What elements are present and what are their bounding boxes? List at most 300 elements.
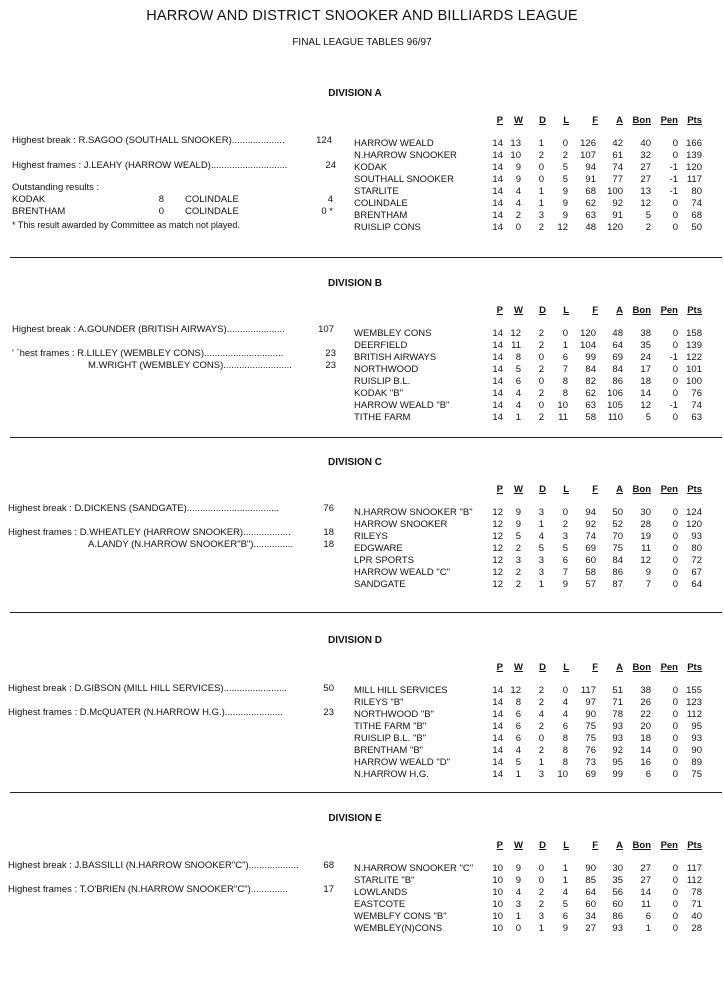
stat-w: 9 [515,507,521,518]
stat-pen: 0 [672,875,678,886]
record-line: Highest frames : D.McQUATER (N.HARROW H.G.)...................... [8,707,283,718]
stat-f: 85 [585,875,596,886]
division-name: DIVISION E [328,813,382,824]
stat-bon: 22 [640,709,651,720]
column-header-w: W [514,662,523,673]
stat-pen: 0 [672,899,678,910]
stat-pts: 28 [691,923,702,934]
stat-pts: 80 [691,543,702,554]
team-name: HARROW WEALD "D" [354,757,450,768]
record-line: Highest frames : D.WHEATLEY (HARROW SNOOKER).................. [8,527,291,538]
column-header-p: P [496,305,503,316]
stat-l: 0 [562,328,568,339]
stat-a: 35 [612,875,623,886]
stat-p: 14 [492,340,503,351]
stat-d: 2 [538,721,544,732]
stat-bon: 35 [640,340,651,351]
stat-pts: 158 [686,328,702,339]
stat-a: 70 [612,531,623,542]
stat-w: 10 [510,150,521,161]
team-name: WEMBLEY(N)CONS [354,923,443,934]
record-line: Highest break : J.BASSILLI (N.HARROW SNOOKER"C")................... [8,860,299,871]
stat-f: 75 [585,721,596,732]
stat-bon: 2 [645,222,651,233]
stat-bon: 7 [645,579,651,590]
stat-l: 9 [562,579,568,590]
stat-pts: 155 [686,685,702,696]
stat-p: 12 [492,543,503,554]
stat-pts: 72 [691,555,702,566]
stat-w: 1 [515,769,521,780]
stat-d: 1 [538,138,544,149]
section-divider [10,437,722,438]
stat-pts: 50 [691,222,702,233]
stat-a: 61 [612,150,623,161]
stat-a: 84 [612,555,623,566]
stat-d: 3 [538,555,544,566]
stat-l: 10 [557,769,568,780]
stat-d: 0 [538,733,544,744]
stat-d: 3 [538,911,544,922]
column-header-a: A [616,305,623,316]
stat-pen: 0 [672,757,678,768]
stat-f: 76 [585,745,596,756]
stat-w: 13 [510,138,521,149]
stat-l: 8 [562,376,568,387]
record-line: Highest break : A.GOUNDER (BRITISH AIRWAYS)...................... [12,324,285,335]
league-title: HARROW AND DISTRICT SNOOKER AND BILLIARDS LEAGUE [146,8,578,24]
team-name: STARLITE [354,186,399,197]
column-header-pen: Pen [660,662,678,673]
stat-w: 6 [515,376,521,387]
stat-pts: 139 [686,340,702,351]
stat-a: 86 [612,911,623,922]
stat-a: 75 [612,543,623,554]
stat-bon: 32 [640,150,651,161]
stat-bon: 40 [640,138,651,149]
stat-bon: 27 [640,162,651,173]
stat-bon: 20 [640,721,651,732]
stat-pen: 0 [672,531,678,542]
division-name: DIVISION A [328,88,382,99]
stat-pen: 0 [672,567,678,578]
stat-l: 1 [562,875,568,886]
column-header-w: W [514,484,523,495]
stat-f: 94 [585,507,596,518]
record-line: Outstanding results : [12,182,100,193]
stat-pen: 0 [672,376,678,387]
stat-d: 3 [538,769,544,780]
result-home: BRENTHAM [12,206,66,217]
stat-l: 5 [562,899,568,910]
stat-bon: 6 [645,769,651,780]
stat-p: 12 [492,531,503,542]
stat-pen: 0 [672,697,678,708]
stat-p: 14 [492,733,503,744]
column-header-w: W [514,115,523,126]
stat-l: 8 [562,757,568,768]
column-header-pts: Pts [687,484,702,495]
stat-p: 14 [492,697,503,708]
stat-pts: 68 [691,210,702,221]
stat-d: 0 [538,875,544,886]
stat-pen: 0 [672,685,678,696]
stat-a: 92 [612,745,623,756]
table-row [0,911,724,923]
stat-f: 84 [585,364,596,375]
column-header-w: W [514,840,523,851]
team-name: WEMBLFY CONS "B" [354,911,447,922]
stat-a: 30 [612,863,623,874]
stat-w: 9 [515,863,521,874]
stat-d: 2 [538,340,544,351]
stat-l: 7 [562,364,568,375]
stat-d: 3 [538,210,544,221]
record-value: 124 [316,135,332,146]
division-name: DIVISION B [328,278,382,289]
result-away: COLINDALE [185,206,239,217]
section-divider [10,612,722,613]
column-header-f: F [592,305,598,316]
stat-bon: 1 [645,923,651,934]
stat-bon: 38 [640,328,651,339]
stat-l: 4 [562,709,568,720]
stat-p: 12 [492,555,503,566]
team-name: EASTCOTE [354,899,406,910]
stat-p: 12 [492,579,503,590]
stat-d: 0 [538,174,544,185]
stat-w: 5 [515,364,521,375]
stat-pen: 0 [672,198,678,209]
stat-l: 0 [562,138,568,149]
column-header-p: P [496,484,503,495]
stat-f: 104 [580,340,596,351]
stat-d: 2 [538,364,544,375]
record-value: 17 [323,884,334,895]
stat-a: 86 [612,567,623,578]
stat-a: 42 [612,138,623,149]
stat-bon: 12 [640,555,651,566]
column-header-pen: Pen [660,484,678,495]
stat-w: 11 [511,340,521,351]
record-line: M.WRIGHT (WEMBLEY CONS).......................... [88,360,292,371]
stat-pen: 0 [672,388,678,399]
column-header-a: A [616,484,623,495]
table-row [0,923,724,935]
column-header-f: F [592,115,598,126]
record-value: 23 [325,360,336,371]
team-name: RUISLIP CONS [354,222,421,233]
team-name: HARROW SNOOKER [354,519,448,530]
stat-w: 9 [515,519,521,530]
column-header-d: D [539,840,546,851]
result-as: 0 * [321,206,333,217]
stat-l: 0 [562,685,568,696]
table-row [0,412,724,424]
stat-f: 69 [585,769,596,780]
column-header-bon: Bon [632,840,651,851]
stat-d: 1 [538,519,544,530]
stat-f: 94 [585,162,596,173]
column-header-l: L [563,115,569,126]
stat-pts: 101 [686,364,702,375]
team-name: LPR SPORTS [354,555,415,566]
stat-bon: 19 [640,531,651,542]
stat-a: 120 [607,222,623,233]
stat-a: 100 [607,186,623,197]
stat-bon: 5 [645,210,651,221]
stat-pen: 0 [672,328,678,339]
stat-bon: 27 [640,863,651,874]
stat-pen: 0 [672,555,678,566]
stat-a: 86 [612,376,623,387]
stat-l: 6 [562,352,568,363]
stat-a: 69 [612,352,623,363]
stat-f: 91 [585,174,596,185]
team-name: HARROW WEALD [354,138,434,149]
stat-pen: 0 [672,210,678,221]
stat-l: 11 [558,412,568,423]
stat-p: 14 [492,150,503,161]
stat-a: 84 [612,364,623,375]
stat-pen: -1 [669,400,678,411]
stat-pts: 71 [691,899,702,910]
stat-a: 52 [612,519,623,530]
stat-pen: 0 [672,150,678,161]
stat-d: 2 [538,328,544,339]
stat-pts: 67 [691,567,702,578]
stat-a: 56 [612,887,623,898]
stat-pts: 100 [686,376,702,387]
stat-pts: 139 [686,150,702,161]
table-row [0,733,724,745]
stat-l: 8 [562,733,568,744]
stat-f: 68 [585,186,596,197]
stat-p: 14 [492,198,503,209]
stat-w: 2 [515,210,521,221]
stat-d: 2 [538,887,544,898]
stat-a: 92 [612,198,623,209]
column-header-pts: Pts [687,662,702,673]
stat-a: 60 [612,899,623,910]
column-header-f: F [592,484,598,495]
stat-pen: 0 [672,519,678,530]
stat-w: 4 [515,745,521,756]
stat-l: 12 [557,222,568,233]
stat-d: 2 [538,150,544,161]
stat-p: 14 [492,364,503,375]
column-header-pts: Pts [687,115,702,126]
division-section [0,278,724,458]
table-row [0,769,724,781]
stat-pen: 0 [672,887,678,898]
table-row [0,400,724,412]
stat-w: 12 [510,685,521,696]
stat-pts: 123 [686,697,702,708]
division-section [0,457,724,637]
column-header-l: L [563,840,569,851]
table-row [0,186,724,198]
stat-bon: 38 [640,685,651,696]
stat-pts: 64 [691,579,702,590]
record-value: 107 [318,324,334,335]
stat-pts: 112 [686,709,702,720]
stat-f: 34 [585,911,596,922]
stat-w: 2 [515,579,521,590]
stat-p: 14 [492,721,503,732]
stat-pts: 74 [691,198,702,209]
stat-bon: 11 [641,899,651,910]
stat-p: 14 [492,210,503,221]
stat-w: 1 [515,911,521,922]
stat-bon: 16 [640,757,651,768]
stat-a: 99 [612,769,623,780]
stat-d: 4 [538,709,544,720]
column-header-pts: Pts [687,305,702,316]
record-value: 50 [323,683,334,694]
stat-l: 9 [562,186,568,197]
stat-l: 2 [562,519,568,530]
stat-d: 2 [538,388,544,399]
stat-l: 7 [562,567,568,578]
stat-d: 5 [538,543,544,554]
column-header-d: D [539,115,546,126]
column-header-l: L [563,662,569,673]
stat-d: 2 [538,412,544,423]
stat-l: 5 [562,174,568,185]
stat-w: 8 [515,352,521,363]
stat-p: 14 [492,400,503,411]
stat-pts: 117 [686,174,702,185]
column-header-bon: Bon [632,115,651,126]
stat-w: 2 [515,543,521,554]
stat-pts: 90 [691,745,702,756]
column-header-p: P [496,662,503,673]
team-name: LOWLANDS [354,887,408,898]
stat-pts: 117 [686,863,702,874]
record-value: 18 [323,539,334,550]
stat-f: 57 [585,579,596,590]
stat-p: 10 [492,899,503,910]
stat-pts: 122 [686,352,702,363]
stat-a: 50 [612,507,623,518]
stat-bon: 27 [640,875,651,886]
stat-w: 12 [510,328,521,339]
stat-d: 2 [538,222,544,233]
stat-pts: 75 [691,769,702,780]
stat-pen: 0 [672,923,678,934]
column-header-a: A [616,840,623,851]
stat-pen: -1 [669,186,678,197]
stat-pts: 95 [691,721,702,732]
stat-w: 0 [515,222,521,233]
team-name: TITHE FARM "B" [354,721,427,732]
stat-pts: 76 [691,388,702,399]
stat-w: 3 [515,899,521,910]
stat-pts: 74 [691,400,702,411]
stat-a: 106 [607,388,623,399]
stat-w: 3 [515,555,521,566]
stat-a: 105 [607,400,623,411]
stat-a: 95 [612,757,623,768]
stat-p: 12 [492,567,503,578]
column-header-w: W [514,305,523,316]
stat-w: 5 [515,757,521,768]
record-value: 18 [323,527,334,538]
table-row [0,567,724,579]
stat-l: 4 [562,887,568,898]
stat-d: 3 [538,507,544,518]
record-value: 23 [323,707,334,718]
stat-l: 9 [562,923,568,934]
stat-a: 110 [607,412,623,423]
stat-w: 6 [515,733,521,744]
team-name: BRENTHAM "B" [354,745,424,756]
stat-a: 74 [612,162,623,173]
stat-d: 1 [538,198,544,209]
stat-f: 82 [585,376,596,387]
stat-bon: 17 [640,364,651,375]
stat-f: 120 [580,328,596,339]
stat-f: 73 [585,757,596,768]
stat-p: 10 [492,911,503,922]
team-name: RILEYS [354,531,388,542]
division-section [0,813,724,993]
team-name: RILEYS "B" [354,697,404,708]
stat-d: 3 [538,567,544,578]
stat-bon: 11 [641,543,651,554]
stat-f: 90 [585,709,596,720]
stat-pen: 0 [672,222,678,233]
table-row [0,376,724,388]
stat-pts: 120 [686,162,702,173]
stat-w: 4 [515,887,521,898]
result-hs: 8 [158,194,164,205]
stat-p: 14 [492,685,503,696]
stat-d: 0 [538,352,544,363]
stat-p: 14 [492,709,503,720]
team-name: EDGWARE [354,543,403,554]
stat-d: 0 [538,863,544,874]
stat-pen: 0 [672,543,678,554]
stat-f: 62 [585,388,596,399]
stat-p: 12 [492,507,503,518]
stat-bon: 28 [640,519,651,530]
stat-p: 14 [492,328,503,339]
stat-f: 27 [585,923,596,934]
column-header-d: D [539,484,546,495]
stat-l: 6 [562,555,568,566]
column-header-bon: Bon [632,662,651,673]
column-header-bon: Bon [632,484,651,495]
team-name: N.HARROW SNOOKER "C" [354,863,474,874]
record-line: Highest break : R.SAGOO (SOUTHALL SNOOKER).................... [12,135,285,146]
stat-l: 8 [562,388,568,399]
section-divider [10,257,722,258]
team-name: STARLITE "B" [354,875,415,886]
stat-d: 2 [538,899,544,910]
stat-l: 9 [562,198,568,209]
stat-d: 1 [538,923,544,934]
stat-a: 64 [612,340,623,351]
stat-bon: 18 [640,376,651,387]
column-header-f: F [592,840,598,851]
team-name: HARROW WEALD "B" [354,400,450,411]
stat-f: 48 [585,222,596,233]
stat-d: 0 [538,376,544,387]
table-row [0,174,724,186]
column-header-p: P [496,115,503,126]
